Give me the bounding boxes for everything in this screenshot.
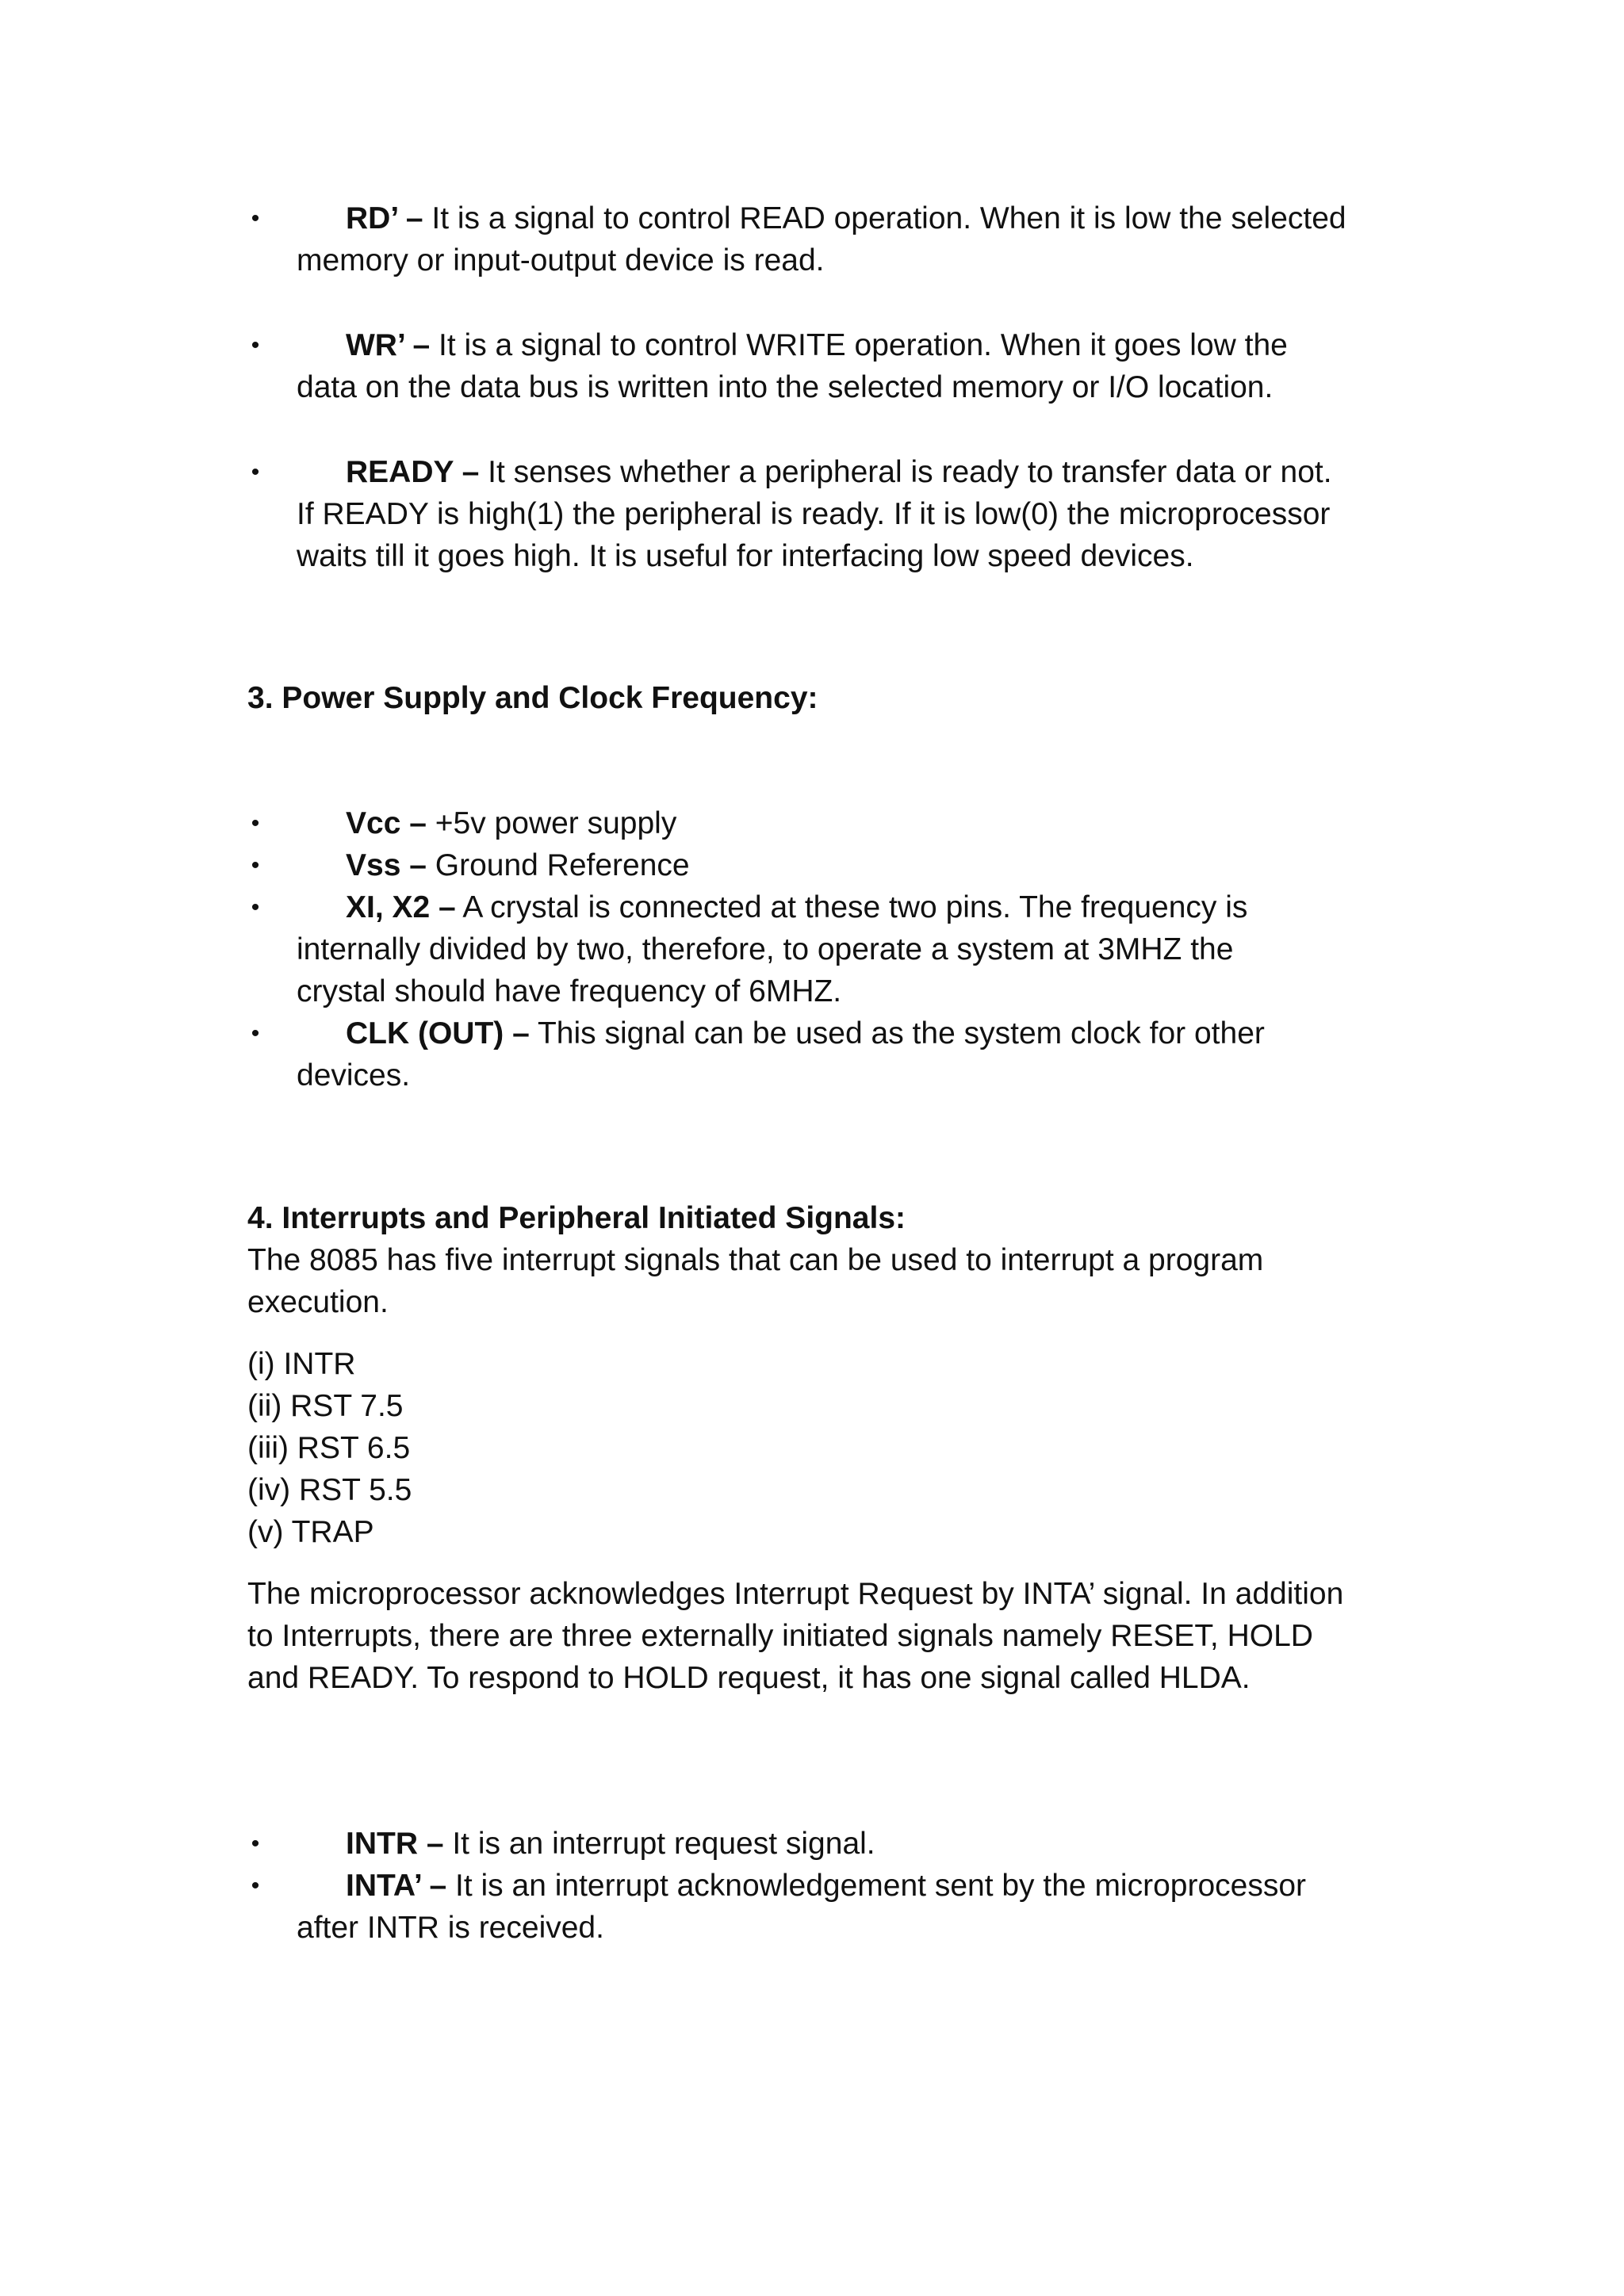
- bullet-continuation: If READY is high(1) the peripheral is ready. If it is low(0) the microprocessor: [297, 497, 1331, 531]
- bullet-text: It is a signal to control WRITE operation. When it goes low the: [430, 328, 1288, 362]
- bullet-ready: [346, 452, 1332, 493]
- bullet-text: It is an interrupt request signal.: [443, 1827, 875, 1861]
- bullet-dot: •: [251, 332, 260, 358]
- intro-line: The 8085 has five interrupt signals that can be used to interrupt a program: [247, 1243, 1264, 1277]
- term-rd: RD’ –: [346, 201, 423, 235]
- term-ready: READY –: [346, 455, 480, 489]
- bullet-text: Ground Reference: [426, 848, 690, 882]
- bullet-continuation: devices.: [297, 1058, 411, 1093]
- interrupt-item: (v) TRAP: [247, 1515, 374, 1549]
- term-xi-x2: XI, X2 –: [346, 890, 456, 924]
- bullet-dot: •: [251, 1831, 260, 1857]
- bullet-vcc: [346, 803, 676, 844]
- bullet-continuation: memory or input-output device is read.: [297, 243, 825, 277]
- intro-line: execution.: [247, 1285, 389, 1319]
- bullet-dot: •: [251, 1873, 260, 1899]
- term-inta: INTA’ –: [346, 1869, 447, 1903]
- term-clk-out: CLK (OUT) –: [346, 1016, 530, 1050]
- section-heading-interrupts: 4. Interrupts and Peripheral Initiated Signals:: [247, 1201, 906, 1235]
- paragraph-line: The microprocessor acknowledges Interrupt Request by INTA’ signal. In addition: [247, 1577, 1344, 1611]
- bullet-vss: [346, 845, 690, 886]
- bullet-wr: [346, 325, 1288, 366]
- bullet-text: +5v power supply: [426, 806, 677, 840]
- bullet-intr: [346, 1823, 875, 1865]
- interrupt-item: (iii) RST 6.5: [247, 1431, 411, 1465]
- bullet-dot: •: [251, 894, 260, 920]
- term-intr: INTR –: [346, 1827, 444, 1861]
- term-vss: Vss –: [346, 848, 427, 882]
- bullet-dot: •: [251, 205, 260, 232]
- bullet-text: It is a signal to control READ operation. When it is low the selected: [423, 201, 1346, 235]
- bullet-dot: •: [251, 459, 260, 485]
- bullet-continuation: data on the data bus is written into the selected memory or I/O location.: [297, 370, 1274, 404]
- bullet-rd: [346, 198, 1346, 239]
- section-heading-power-supply: 3. Power Supply and Clock Frequency:: [247, 681, 818, 715]
- bullet-text: It is an interrupt acknowledgement sent by the microprocessor: [446, 1869, 1307, 1903]
- bullet-continuation: after INTR is received.: [297, 1911, 604, 1945]
- bullet-xi-x2: [346, 887, 1247, 928]
- interrupt-item: (iv) RST 5.5: [247, 1473, 412, 1507]
- bullet-inta: [346, 1866, 1306, 1907]
- bullet-text: This signal can be used as the system clock for other: [529, 1016, 1265, 1050]
- bullet-continuation: crystal should have frequency of 6MHZ.: [297, 974, 842, 1008]
- bullet-continuation: internally divided by two, therefore, to operate a system at 3MHZ the: [297, 932, 1234, 966]
- interrupt-item: (ii) RST 7.5: [247, 1389, 404, 1423]
- bullet-dot: •: [251, 810, 260, 836]
- paragraph-line: and READY. To respond to HOLD request, it has one signal called HLDA.: [247, 1661, 1251, 1695]
- paragraph-line: to Interrupts, there are three externally initiated signals namely RESET, HOLD: [247, 1619, 1313, 1653]
- bullet-continuation: waits till it goes high. It is useful for interfacing low speed devices.: [297, 539, 1194, 573]
- term-vcc: Vcc –: [346, 806, 427, 840]
- bullet-dot: •: [251, 1020, 260, 1047]
- bullet-text: It senses whether a peripheral is ready to transfer data or not.: [479, 455, 1332, 489]
- bullet-dot: •: [251, 852, 260, 878]
- term-wr: WR’ –: [346, 328, 431, 362]
- bullet-text: A crystal is connected at these two pins. The frequency is: [455, 890, 1248, 924]
- interrupt-item: (i) INTR: [247, 1347, 356, 1381]
- bullet-clk-out: [346, 1013, 1265, 1054]
